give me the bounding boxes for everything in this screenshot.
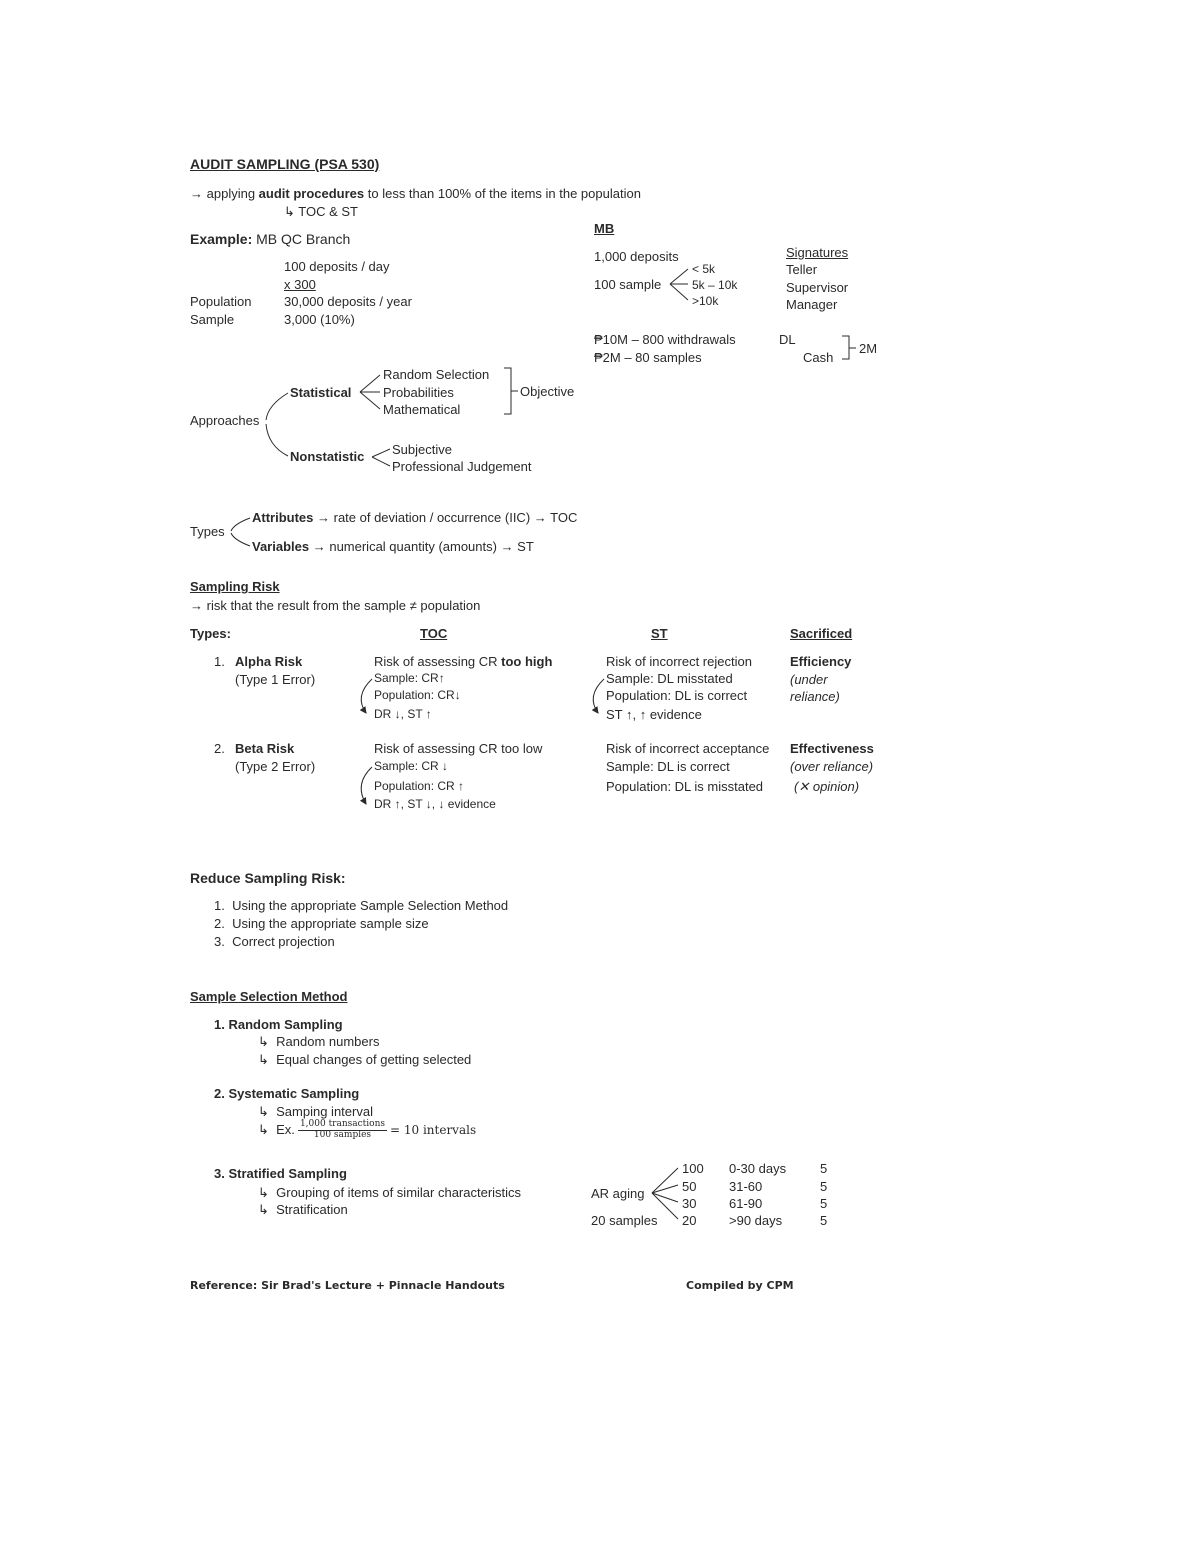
- mb-dl: DL: [779, 332, 796, 347]
- reduce-item: 3. Correct projection: [214, 934, 335, 949]
- fraction-numerator: 1,000 transactions: [299, 1119, 385, 1129]
- definition-post: to less than 100% of the items in the population: [364, 186, 641, 201]
- mb-deposits: 1,000 deposits: [594, 249, 679, 264]
- sub-arrow-icon: ↳: [258, 1185, 269, 1200]
- footer-reference: Reference: Sir Brad's Lecture + Pinnacle Handouts: [190, 1279, 505, 1292]
- population-label: Population: [190, 294, 252, 309]
- ar-count: 50: [682, 1179, 697, 1194]
- example-value: MB QC Branch: [256, 231, 351, 247]
- mb-range: 5k – 10k: [692, 278, 738, 292]
- approaches-label: Approaches: [190, 413, 260, 428]
- systematic-item: [258, 1104, 373, 1120]
- definition-pre: applying: [206, 186, 259, 201]
- sample-label: Sample: [190, 312, 235, 327]
- random-item: [258, 1052, 471, 1068]
- ar-range: 0-30 days: [729, 1161, 787, 1176]
- alpha-toc-sample: Sample: CR↑: [374, 671, 445, 685]
- reduce-item: 1. Using the appropriate Sample Selection Method: [214, 898, 509, 913]
- selection-heading: Sample Selection Method: [190, 989, 348, 1004]
- example-label: Example:: [190, 231, 253, 247]
- population-value: 30,000 deposits / year: [284, 294, 412, 309]
- statistical-item: Probabilities: [383, 385, 454, 400]
- beta-sub: (Type 2 Error): [235, 759, 316, 774]
- ar-samples: 5: [820, 1161, 828, 1176]
- mb-range: >10k: [692, 294, 719, 308]
- alpha-toc-result: DR ↓, ST ↑: [374, 707, 432, 721]
- sacrificed-header: Sacrificed: [790, 626, 853, 641]
- random-item-text: Equal changes of getting selected: [276, 1052, 472, 1067]
- footer-compiled: Compiled by CPM: [686, 1279, 794, 1292]
- fraction-result: = 10 intervals: [390, 1122, 477, 1137]
- sub-arrow-icon: ↳: [258, 1104, 269, 1119]
- ar-aging-samples: 20 samples: [591, 1213, 658, 1228]
- variables-desc: → numerical quantity (amounts) → ST: [309, 539, 534, 554]
- alpha-toc-pre: Risk of assessing CR: [374, 654, 502, 669]
- random-item: [258, 1034, 379, 1050]
- example-line1: 100 deposits / day: [284, 259, 390, 274]
- stratified-sampling-title: 3. Stratified Sampling: [214, 1166, 347, 1181]
- alpha-number: 1.: [214, 654, 225, 669]
- beta-toc-population: Population: CR ↑: [374, 779, 465, 793]
- ar-count: 100: [682, 1161, 704, 1176]
- beta-sacrificed: Effectiveness: [790, 741, 874, 756]
- beta-toc-result: DR ↑, ST ↓, ↓ evidence: [374, 797, 496, 811]
- alpha-st-result: ST ↑, ↑ evidence: [606, 707, 702, 722]
- attributes-label: Attributes: [252, 510, 314, 525]
- variables-line: [252, 539, 534, 555]
- alpha-toc-title: [374, 654, 552, 670]
- beta-toc-sample: Sample: CR ↓: [374, 759, 449, 773]
- example-heading: [190, 231, 350, 248]
- toc-header: TOC: [420, 626, 448, 641]
- sub-arrow-icon: ↳: [258, 1202, 269, 1217]
- mb-total: 2M: [859, 341, 878, 356]
- statistical-item: Random Selection: [383, 367, 490, 382]
- definition-sub: ↳ TOC & ST: [284, 204, 358, 219]
- ar-range: >90 days: [729, 1213, 783, 1228]
- statistical-label: Statistical: [290, 385, 352, 400]
- reduce-heading: Reduce Sampling Risk:: [190, 870, 346, 886]
- beta-toc-title: Risk of assessing CR too low: [374, 741, 543, 756]
- sub-arrow-icon: ↳: [258, 1121, 269, 1137]
- alpha-sub: (Type 1 Error): [235, 672, 316, 687]
- reduce-item-text: Using the appropriate sample size: [232, 916, 429, 931]
- ar-samples: 5: [820, 1179, 828, 1194]
- sub-arrow-icon: ↳: [258, 1052, 269, 1067]
- beta-st-sample: Sample: DL is correct: [606, 759, 730, 774]
- sampling-risk-heading: Sampling Risk: [190, 579, 280, 594]
- random-item-text: Random numbers: [276, 1034, 380, 1049]
- stratified-item-text: Stratification: [276, 1202, 348, 1217]
- st-header: ST: [651, 626, 668, 641]
- ar-samples: 5: [820, 1213, 828, 1228]
- types-label: Types: [190, 524, 225, 539]
- alpha-st-sample: Sample: DL misstated: [606, 671, 733, 686]
- signatures-heading: Signatures: [786, 245, 849, 260]
- random-sampling-title: 1. Random Sampling: [214, 1017, 343, 1032]
- alpha-sacrificed-note: reliance): [790, 689, 840, 704]
- variables-label: Variables: [252, 539, 310, 554]
- ar-range: 31-60: [729, 1179, 763, 1194]
- signature-item: Manager: [786, 297, 838, 312]
- definition-bold: audit procedures: [258, 186, 365, 201]
- beta-sacrificed-note: (over reliance): [790, 759, 874, 774]
- beta-number: 2.: [214, 741, 225, 756]
- example-line2: x 300: [284, 277, 316, 292]
- ar-count: 30: [682, 1196, 697, 1211]
- mb-withdrawals: ₱10M – 800 withdrawals: [594, 332, 736, 347]
- stratified-item: [258, 1202, 348, 1218]
- arrow-icon: →: [190, 186, 203, 201]
- stratified-item: [258, 1185, 521, 1201]
- beta-st-population: Population: DL is misstated: [606, 779, 764, 794]
- nonstatistic-item: Subjective: [392, 442, 452, 457]
- alpha-sacrificed: Efficiency: [790, 654, 852, 669]
- reduce-item: 2. Using the appropriate sample size: [214, 916, 429, 931]
- nonstatistic-label: Nonstatistic: [290, 449, 365, 464]
- alpha-name: Alpha Risk: [235, 654, 303, 669]
- interval-fraction: [298, 1120, 387, 1141]
- definition-line: [190, 186, 641, 202]
- attributes-desc: → rate of deviation / occurrence (IIC) → TOC: [313, 510, 578, 525]
- mb-sample: 100 sample: [594, 277, 662, 292]
- signature-item: Supervisor: [786, 280, 849, 295]
- reduce-item-text: Using the appropriate Sample Selection Method: [232, 898, 509, 913]
- nonstatistic-item: Professional Judgement: [392, 459, 532, 474]
- beta-st-title: Risk of incorrect acceptance: [606, 741, 770, 756]
- alpha-sacrificed-note: (under: [790, 672, 828, 687]
- beta-name: Beta Risk: [235, 741, 295, 756]
- ar-range: 61-90: [729, 1196, 763, 1211]
- ar-count: 20: [682, 1213, 697, 1228]
- sampling-risk-definition: → risk that the result from the sample ≠ population: [190, 598, 481, 613]
- reduce-item-text: Correct projection: [232, 934, 335, 949]
- sub-arrow-icon: ↳: [258, 1034, 269, 1049]
- page-title: AUDIT SAMPLING (PSA 530): [190, 156, 380, 172]
- statistical-item: Mathematical: [383, 402, 461, 417]
- ar-aging-label: AR aging: [591, 1186, 645, 1201]
- types-header: Types:: [190, 626, 231, 641]
- beta-sacrificed-note: (✕ opinion): [794, 779, 860, 794]
- stratified-item-text: Grouping of items of similar characteristics: [276, 1185, 522, 1200]
- signature-item: Teller: [786, 262, 818, 277]
- systematic-item-text: Samping interval: [276, 1104, 373, 1119]
- fraction-denominator: 100 samples: [313, 1129, 372, 1140]
- alpha-st-title: Risk of incorrect rejection: [606, 654, 752, 669]
- alpha-toc-population: Population: CR↓: [374, 688, 461, 702]
- systematic-sampling-title: 2. Systematic Sampling: [214, 1086, 360, 1101]
- attributes-line: [252, 510, 577, 526]
- alpha-st-population: Population: DL is correct: [606, 688, 748, 703]
- sample-value: 3,000 (10%): [284, 312, 355, 327]
- systematic-example: [258, 1120, 476, 1141]
- alpha-toc-bold: too high: [501, 654, 553, 669]
- ar-samples: 5: [820, 1196, 828, 1211]
- mb-samples: ₱2M – 80 samples: [594, 350, 702, 365]
- mb-heading: MB: [594, 221, 615, 236]
- mb-cash: Cash: [803, 350, 834, 365]
- mb-range: < 5k: [692, 262, 716, 276]
- example-label: Ex.: [276, 1121, 295, 1137]
- objective-label: Objective: [520, 384, 575, 399]
